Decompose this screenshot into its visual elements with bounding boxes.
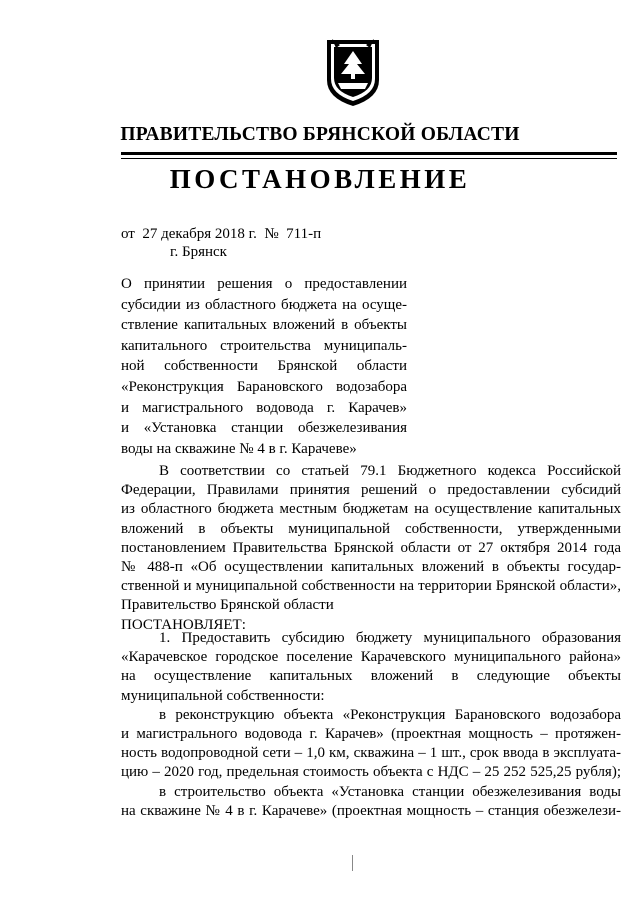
preamble-paragraph <box>121 462 621 635</box>
body-line: муниципальной собственности: <box>121 687 325 704</box>
body-line: в строительство объекта «Установка станции обезжелезивания воды <box>159 783 621 800</box>
body-line: и магистрального водовода г. Карачев» (проектная мощность – протяжен- <box>121 726 621 743</box>
subject-line: капитального строительства муниципаль- <box>121 337 407 354</box>
subject-line: «Реконструкция Барановского водозабора <box>121 378 407 395</box>
header-rule-thin <box>121 158 617 159</box>
subject-line: субсидии из областного бюджета на осуще- <box>121 296 407 313</box>
subject-line: и магистрального водовода г. Карачев» <box>121 399 407 416</box>
body-line: в реконструкцию объекта «Реконструкция Барановского водозабора <box>159 706 621 723</box>
body-line: на скважине № 4 в г. Карачеве» (проектная мощность – станция обезжелези- <box>121 802 621 819</box>
subject-line: и «Установка станции обезжелезивания <box>121 420 407 437</box>
subject-line: воды на скважине № 4 в г. Карачеве» <box>121 440 357 457</box>
body-line: 1. Предоставить субсидию бюджету муниципального образования <box>159 630 621 646</box>
body-line: на осуществление капитальных вложений в следующие объекты <box>121 668 621 685</box>
body-line: ственной и муниципальной собственности на территории Брянской области», <box>121 578 621 595</box>
body-line: Правительство Брянской области <box>121 597 334 614</box>
body-line: вложений в объекты муниципальной собственности, утвержденными <box>121 520 621 537</box>
document-subject <box>121 274 407 459</box>
coat-of-arms-emblem <box>322 36 384 108</box>
body-line: № 488-п «Об осуществлении капитальных вложений в объекты государ- <box>121 559 621 576</box>
body-line: В соответствии со статьей 79.1 Бюджетного кодекса Российской <box>159 463 621 479</box>
body-line: ность водопроводной сети – 1,0 км, скважина – 1 шт., срок ввода в эксплуата- <box>121 745 621 762</box>
clause-1-paragraph <box>121 629 621 821</box>
resolution-keyword: ПОСТАНОВЛЯЕТ: <box>121 616 246 633</box>
document-city: г. Брянск <box>170 244 227 260</box>
document-type-title: ПОСТАНОВЛЕНИЕ <box>169 164 471 194</box>
subject-line: ствление капитальных вложений в объекты <box>121 317 407 334</box>
subject-line: О принятии решения о предоставлении <box>121 276 407 292</box>
header-rule-thick <box>121 152 617 155</box>
body-line: постановлением Правительства Брянской области от 27 октября 2014 года <box>121 539 621 556</box>
body-line: Федерации, Правилами принятия решений о предоставлении субсидий <box>121 482 621 499</box>
organization-name: ПРАВИТЕЛЬСТВО БРЯНСКОЙ ОБЛАСТИ <box>120 124 520 145</box>
body-line: цию – 2020 год, предельная стоимость объекта с НДС – 25 252 525,25 рубля); <box>121 764 621 781</box>
body-line: «Карачевское городское поселение Карачевского муниципального района» <box>121 649 621 666</box>
body-line: из областного бюджета местным бюджетам на осуществление капитальных <box>121 501 621 518</box>
document-date-number: от 27 декабря 2018 г. № 711-п <box>121 226 322 242</box>
subject-line: ной собственности Брянской области <box>121 358 407 375</box>
scan-artifact-mark <box>352 855 353 871</box>
